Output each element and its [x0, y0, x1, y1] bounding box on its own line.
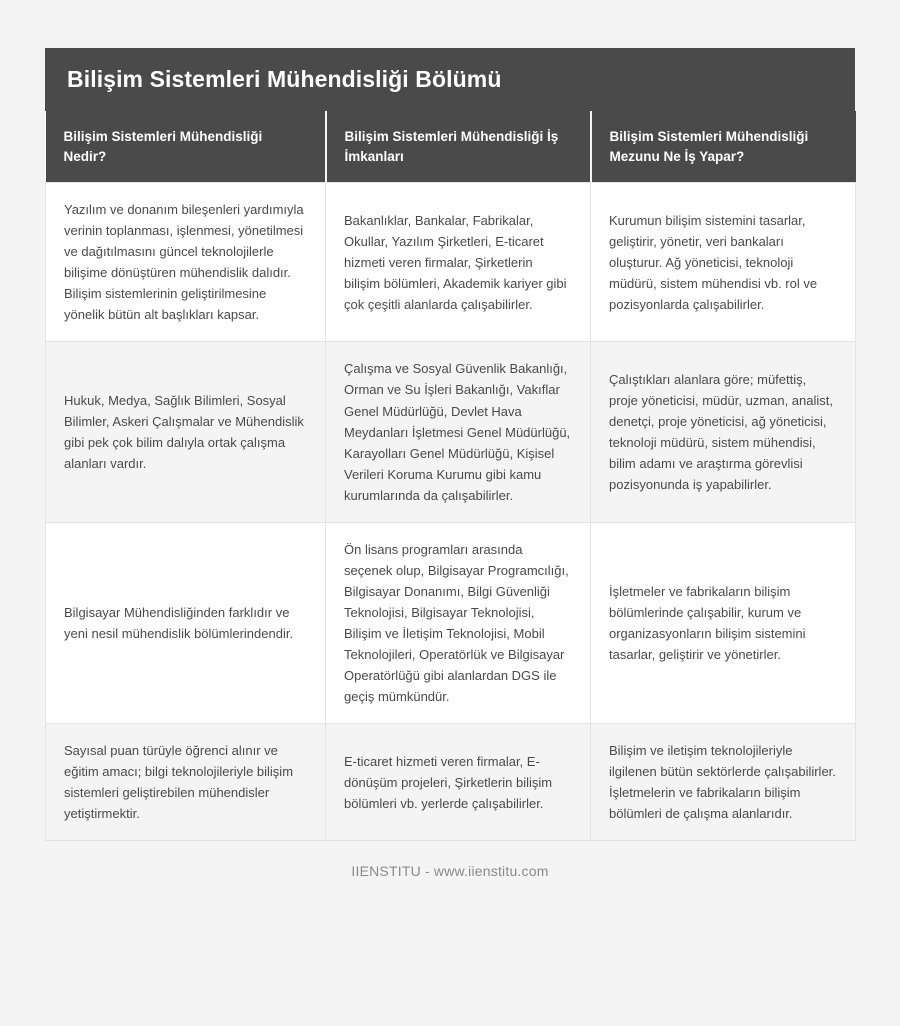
table-cell: İşletmeler ve fabrikaların bilişim bölümlerinde çalışabilir, kurum ve organizasyonların bilişim sistemini tasarlar, geliştirir ve yönetirler. — [591, 522, 856, 723]
table-row — [46, 522, 856, 723]
comparison-table — [45, 111, 856, 841]
column-header-is-imkanlari: Bilişim Sistemleri Mühendisliği İş İmkanları — [326, 111, 591, 183]
table-header-row — [46, 111, 856, 183]
table-cell: Bilgisayar Mühendisliğinden farklıdır ve yeni nesil mühendislik bölümlerindendir. — [46, 522, 326, 723]
table-body — [46, 183, 856, 841]
table-row — [46, 724, 856, 841]
table-cell: Kurumun bilişim sistemini tasarlar, geliştirir, yönetir, veri bankaları oluşturur. Ağ yöneticisi, teknoloji müdürü, sistem mühendisi vb. rol ve pozisyonlarda çalışabilirler. — [591, 183, 856, 342]
table-cell: Bakanlıklar, Bankalar, Fabrikalar, Okullar, Yazılım Şirketleri, E-ticaret hizmeti veren firmalar, Şirketlerin bilişim bölümleri, Akademik kariyer gibi çok çeşitli alanlarda çalışabilirler. — [326, 183, 591, 342]
table-cell: Çalıştıkları alanlara göre; müfettiş, proje yöneticisi, müdür, uzman, analist, denetçi, proje yöneticisi, ağ yöneticisi, teknoloji müdürü, sistem mühendisi, bilim adamı ve araştırma görevlisi pozisyonunda iş yapabilirler. — [591, 342, 856, 522]
table-cell: Hukuk, Medya, Sağlık Bilimleri, Sosyal Bilimler, Askeri Çalışmalar ve Mühendislik gibi pek çok bilim dalıyla ortak çalışma alanları vardır. — [46, 342, 326, 522]
table-cell: E-ticaret hizmeti veren firmalar, E-dönüşüm projeleri, Şirketlerin bilişim bölümleri vb. yerlerde çalışabilirler. — [326, 724, 591, 841]
column-header-mezun-ne-is-yapar: Bilişim Sistemleri Mühendisliği Mezunu Ne İş Yapar? — [591, 111, 856, 183]
table-cell: Bilişim ve iletişim teknolojileriyle ilgilenen bütün sektörlerde çalışabilirler. İşletmelerin ve fabrikaların bilişim bölümleri de çalışma alanlarıdır. — [591, 724, 856, 841]
table-cell: Ön lisans programları arasında seçenek olup, Bilgisayar Programcılığı, Bilgisayar Donanımı, Bilgi Güvenliği Teknolojisi, Bilgisayar Teknolojisi, Bilişim ve İletişim Teknolojisi, Mobil Teknolojileri, Operatörlük ve Bilgisayar Operatörlüğü gibi alanlardan DGS ile geçiş mümkündür. — [326, 522, 591, 723]
table-cell: Yazılım ve donanım bileşenleri yardımıyla verinin toplanması, işlenmesi, yönetilmesi ve dağıtılmasını güncel teknolojilerle bilişime dönüştüren mühendislik dalıdır. Bilişim sistemlerinin geliştirilmesine yönelik bütün alt başlıkları kapsar. — [46, 183, 326, 342]
table-cell: Sayısal puan türüyle öğrenci alınır ve eğitim amacı; bilgi teknolojileriyle bilişim sistemleri geliştirebilen mühendisler yetiştirmektir. — [46, 724, 326, 841]
page-title: Bilişim Sistemleri Mühendisliği Bölümü — [67, 65, 502, 92]
table-row — [46, 342, 856, 522]
infographic-card — [45, 48, 855, 841]
table-cell: Çalışma ve Sosyal Güvenlik Bakanlığı, Orman ve Su İşleri Bakanlığı, Vakıflar Genel Müdürlüğü, Devlet Hava Meydanları İşletmesi Genel Müdürlüğü, Karayolları Genel Müdürlüğü, Kişisel Verileri Koruma Kurumu gibi kamu kurumlarında da çalışabilirler. — [326, 342, 591, 522]
table-row — [46, 183, 856, 342]
title-bar — [45, 48, 855, 111]
footer — [45, 841, 855, 891]
table-header — [46, 111, 856, 183]
column-header-nedir: Bilişim Sistemleri Mühendisliği Nedir? — [46, 111, 326, 183]
footer-attribution: IIENSTITU - www.iienstitu.com — [351, 863, 549, 880]
